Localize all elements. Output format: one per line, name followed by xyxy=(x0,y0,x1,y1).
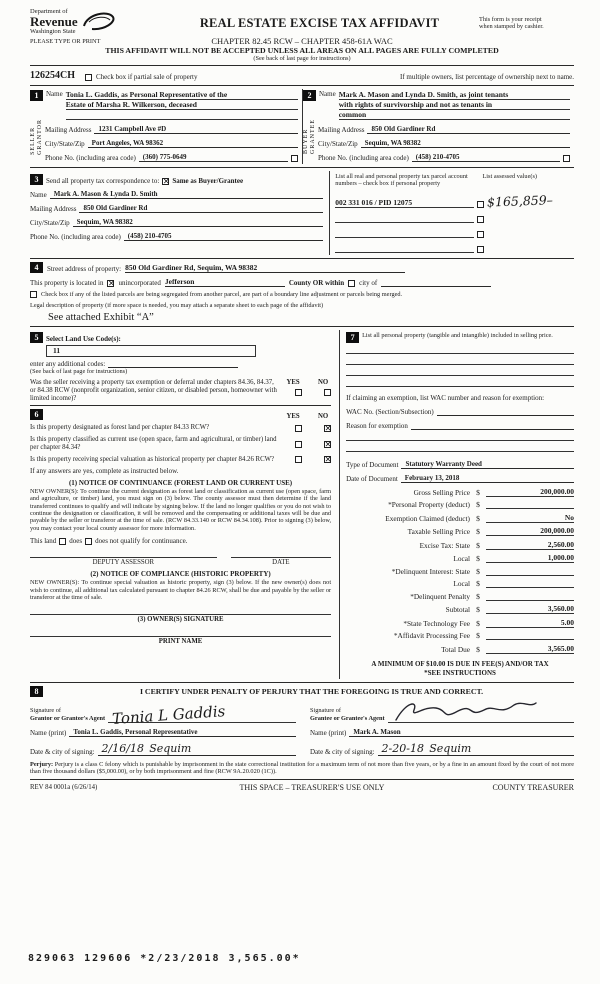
revenue-label: Revenue xyxy=(30,14,78,29)
yes-header-s5: YES xyxy=(286,379,300,386)
personal-property-line-1[interactable] xyxy=(346,343,574,354)
delinquent-interest-state-label: *Delinquent Interest: State xyxy=(391,566,470,576)
street-address-field[interactable]: 850 Old Gardiner Rd, Sequim, WA 98382 xyxy=(125,263,405,273)
state-technology-fee-label: *State Technology Fee xyxy=(403,618,470,628)
parcel-number-field-4[interactable] xyxy=(335,244,474,253)
land-use-see-back-note: (See back of last page for instructions) xyxy=(30,368,128,375)
current-use-no-checkbox[interactable] xyxy=(324,441,331,448)
dollar-sign: $ xyxy=(476,540,480,550)
warning-line: THIS AFFIDAVIT WILL NOT BE ACCEPTED UNLESS ALL AREAS ON ALL PAGES ARE FULLY COMPLETED xyxy=(105,46,499,55)
parcel-personal-checkbox-3[interactable] xyxy=(477,231,484,238)
buyer-name-label: Name xyxy=(319,90,336,98)
seller-mailing-field[interactable]: 1231 Campbell Ave #D xyxy=(94,125,298,134)
state-technology-fee-field[interactable]: 5.00 xyxy=(486,618,574,628)
this-land-label: This land xyxy=(30,537,57,546)
personal-property-line-3[interactable] xyxy=(346,365,574,376)
section-8-badge: 8 xyxy=(30,686,43,697)
gross-selling-price-field[interactable]: 200,000.00 xyxy=(486,487,574,497)
partial-sale-label: Check box if partial sale of property xyxy=(96,73,198,81)
no-header-s6: NO xyxy=(317,413,329,421)
print-name-line[interactable]: PRINT NAME xyxy=(30,636,331,645)
county-or-within-label: County OR within xyxy=(288,279,345,287)
correspondence-name-label: Name xyxy=(30,191,47,199)
buyer-phone-label: Phone No. (including area code) xyxy=(318,154,409,162)
deputy-assessor-signature-line[interactable]: DEPUTY ASSESSOR xyxy=(30,557,217,566)
forest-land-no-checkbox[interactable] xyxy=(324,425,331,432)
historical-property-question: Is this property receiving special valuation as historical property per chapter 84.26 RCW? xyxy=(30,455,275,463)
yes-header-s6: YES xyxy=(286,413,300,421)
type-of-document-label: Type of Document xyxy=(346,461,399,469)
grantor-date-city-label: Date & city of signing: xyxy=(30,747,95,756)
city-of-field[interactable] xyxy=(381,278,491,287)
historical-yes-checkbox[interactable] xyxy=(295,456,302,463)
exemption-claimed-label: Exemption Claimed (deduct) xyxy=(385,513,470,523)
grantor-signature-label: Signature of Grantor or Grantor's Agent xyxy=(30,707,106,722)
tax-correspondence-section xyxy=(30,171,329,255)
legal-description-value[interactable]: See attached Exhibit “A” xyxy=(48,312,154,323)
dollar-sign: $ xyxy=(476,644,480,654)
type-of-document-field[interactable]: Statutory Warranty Deed xyxy=(401,460,574,469)
grantee-signature-label: Signature of Grantee or Grantee's Agent xyxy=(310,707,385,722)
correspondence-phone-label: Phone No. (including area code) xyxy=(30,233,121,241)
section-7-badge: 7 xyxy=(346,332,359,343)
wac-no-label: WAC No. (Section/Subsection) xyxy=(346,408,434,416)
city-of-label: city of xyxy=(359,279,378,287)
buyer-phone-checkbox[interactable] xyxy=(563,155,570,162)
section-6-badge: 6 xyxy=(30,409,43,420)
seller-side-label: SELLER xyxy=(30,126,36,155)
dollar-sign: $ xyxy=(476,554,480,563)
washington-state-label: Washington State xyxy=(30,28,76,35)
please-type-label: PLEASE TYPE OR PRINT xyxy=(30,38,101,45)
delinquent-penalty-field[interactable] xyxy=(486,592,574,601)
seller-section xyxy=(30,89,302,164)
send-correspondence-label: Send all property tax correspondence to: xyxy=(46,177,160,185)
personal-property-label: List all personal property (tangible and intangible) included in selling price. xyxy=(362,332,553,339)
grantor-signature-block xyxy=(30,699,302,758)
total-due-field[interactable]: 3,565.00 xyxy=(486,644,574,654)
dor-logo xyxy=(30,8,160,35)
treasurer-space-label: THIS SPACE – TREASURER'S USE ONLY xyxy=(239,782,385,792)
current-use-question: Is this property classified as current use (open space, farm and agricultural, or timber) land per chapter 84.34? xyxy=(30,436,277,452)
grantee-signature-field[interactable] xyxy=(388,701,574,723)
located-in-label: This property is located in xyxy=(30,279,104,287)
seller-citystatezip-field[interactable]: Port Angeles, WA 98362 xyxy=(88,139,298,148)
segregated-label: Check box if any of the listed parcels are being segregated from another parcel, are part of a boundary line adjustment or parcels being merged. xyxy=(41,291,403,298)
dept-of-label: Department of xyxy=(30,8,68,15)
section-3-badge: 3 xyxy=(30,174,43,185)
grantor-signature-field[interactable] xyxy=(108,701,296,728)
grantor-signature-handwriting: Tonia L Gaddis xyxy=(111,701,226,728)
dollar-sign: $ xyxy=(476,579,480,588)
subtotal-label: Subtotal xyxy=(445,605,470,614)
assessed-values-header: List assessed value(s) xyxy=(482,173,538,180)
parcel-numbers-section xyxy=(329,171,574,255)
grantor-side-label: GRANTOR xyxy=(36,119,43,155)
certify-statement: I CERTIFY UNDER PENALTY OF PERJURY THAT THE FOREGOING IS TRUE AND CORRECT. xyxy=(139,686,484,696)
dollar-sign: $ xyxy=(476,527,480,536)
personal-property-line-2[interactable] xyxy=(346,354,574,365)
grantee-name-print-field[interactable]: Mark A. Mason xyxy=(349,728,574,737)
same-as-buyer-label: Same as Buyer/Grantee xyxy=(172,177,244,185)
seller-name-field[interactable]: Tonia L. Gaddis, as Personal Representative of the Estate of Marsha R. Wilkerson, deceased xyxy=(66,90,298,120)
buyer-citystatezip-label: City/State/Zip xyxy=(318,140,358,148)
buyer-citystatezip-field[interactable]: Sequim, WA 98382 xyxy=(361,139,570,148)
section-4-badge: 4 xyxy=(30,262,43,273)
section-2-badge: 2 xyxy=(303,90,316,101)
dollar-sign: $ xyxy=(476,566,480,576)
partial-sale-checkbox[interactable] xyxy=(85,74,92,81)
land-use-label: Select Land Use Code(s): xyxy=(46,335,121,343)
dollar-sign: $ xyxy=(476,618,480,628)
exemption-claimed-field[interactable]: No xyxy=(486,513,574,523)
parcel-numbers-header: List all real and personal property tax parcel account numbers – check box if personal property xyxy=(335,173,468,187)
form-revision-label: REV 84 0001a (6/26/14) xyxy=(30,783,98,791)
additional-codes-label: enter any additional codes: xyxy=(30,360,106,368)
excise-tax-state-field[interactable]: 2,560.00 xyxy=(486,540,574,550)
dollar-sign: $ xyxy=(476,631,480,640)
if-yes-note: If any answers are yes, complete as instructed below. xyxy=(30,466,179,475)
dollar-sign: $ xyxy=(476,591,480,601)
property-location-section xyxy=(30,262,574,323)
dollar-sign: $ xyxy=(476,605,480,614)
grantor-name-print-label: Name (print) xyxy=(30,728,67,737)
buyer-phone-field[interactable]: (458) 210-4705 xyxy=(412,153,560,162)
historical-no-checkbox[interactable] xyxy=(324,456,331,463)
correspondence-name-field[interactable]: Mark A. Mason & Lynda D. Smith xyxy=(50,190,323,199)
parcel-personal-checkbox-2[interactable] xyxy=(477,216,484,223)
notice-compliance-title: (2) NOTICE OF COMPLIANCE (HISTORIC PROPERTY) xyxy=(90,570,271,579)
delinquent-interest-state-field[interactable] xyxy=(486,567,574,576)
assessed-value-handwritten[interactable]: $165,859– xyxy=(486,192,553,210)
parcel-personal-checkbox-1[interactable] xyxy=(477,201,484,208)
seller-grantor-strip xyxy=(30,119,43,155)
does-qualify-checkbox[interactable] xyxy=(59,538,66,545)
does-not-label: does not qualify for continuance. xyxy=(95,537,188,546)
legal-description-label: Legal description of property (if more space is needed, you may attach a separate sheet to each page of the affidavit) xyxy=(30,302,324,309)
gross-selling-price-label: Gross Selling Price xyxy=(413,487,470,497)
perjury-notice: Perjury: Perjury is a class C felony which is punishable by imprisonment in the state correctional institution for a maximum term of not more than five years, or by a fine in an amount fixed by the court of not more than five thousand dollars ($5,000.00), or by both imprisonment and fine (RCW 9A.20.020 (1C)). xyxy=(30,760,574,776)
parcel-number-field-3[interactable] xyxy=(335,229,474,238)
taxable-selling-price-field[interactable]: 200,000.00 xyxy=(486,526,574,536)
county-treasurer-label: COUNTY TREASURER xyxy=(492,782,574,792)
unincorporated-checkbox[interactable] xyxy=(107,280,114,287)
parcel-personal-checkbox-4[interactable] xyxy=(477,246,484,253)
does-not-qualify-checkbox[interactable] xyxy=(85,538,92,545)
buyer-name-field[interactable]: Mark A. Mason and Lynda D. Smith, as joint tenants with rights of survivorship and not as tenants in common xyxy=(339,90,570,120)
reason-line-3[interactable] xyxy=(346,441,574,452)
section-1-badge: 1 xyxy=(30,90,43,101)
forest-land-question: Is this property designated as forest land per chapter 84.33 RCW? xyxy=(30,424,210,432)
dor-swoosh-icon xyxy=(80,8,116,34)
seller-phone-checkbox[interactable] xyxy=(291,155,298,162)
notice-compliance-body: NEW OWNER(S): To continue special valuation as historic property, sign (3) below. If the new owner(s) does not wish to continue, all additional tax calculated pursuant to chapter 84.26 RCW, shall be due and payable by the seller or transferor at the time of sale. xyxy=(30,579,332,602)
reason-exemption-field[interactable] xyxy=(411,421,574,430)
personal-property-line-4[interactable] xyxy=(346,376,574,387)
delinquent-interest-local-field[interactable] xyxy=(486,579,574,588)
seller-phone-label: Phone No. (including area code) xyxy=(45,154,136,162)
cashier-stamp: 829063 129606 *2/23/2018 3,565.00* xyxy=(28,953,301,964)
parcel-number-field-2[interactable] xyxy=(335,214,474,223)
no-header-s5: NO xyxy=(317,379,329,386)
notice-continuance-body: NEW OWNER(S): To continue the current designation as forest land or classification as current use (open space, farm and agriculture, or timber) land, you must sign on (3) below. The county assessor must then determine if the land transferred continues to qualify and will indicate by signing below. If the land no longer qualifies or you do not wish to continue the designation or classification, it will be removed and the compensating or additional taxes will be due and payable by the seller or transferor at the time of sale. (RCW 84.33.140 or RCW 84.34.108). Prior to signing (3) below, you may contact your local county assessor for more information. xyxy=(30,487,332,532)
seller-phone-field[interactable]: (360) 775-0649 xyxy=(139,153,288,162)
exemption-no-checkbox[interactable] xyxy=(324,389,331,396)
personal-property-deduct-field[interactable] xyxy=(486,500,574,509)
grantee-signature-handwriting xyxy=(390,698,540,726)
buyer-mailing-label: Mailing Address xyxy=(318,126,365,134)
date-of-document-field[interactable]: February 13, 2018 xyxy=(401,474,574,483)
forest-land-yes-checkbox[interactable] xyxy=(295,425,302,432)
buyer-mailing-field[interactable]: 850 Old Gardiner Rd xyxy=(367,125,570,134)
date-of-document-label: Date of Document xyxy=(346,475,398,483)
minimum-fee-note: A MINIMUM OF $10.00 IS DUE IN FEE(S) AND/OR TAX xyxy=(371,659,549,668)
county-field[interactable]: Jefferson xyxy=(165,277,285,287)
grantor-date-city-field[interactable]: 2/16/18 Sequim xyxy=(98,742,296,756)
delinquent-penalty-label: *Delinquent Penalty xyxy=(410,591,470,601)
buyer-side-label: BUYER xyxy=(303,128,309,154)
affidavit-processing-fee-label: *Affidavit Processing Fee xyxy=(393,631,470,640)
multiple-owners-note: If multiple owners, list percentage of ownership next to name. xyxy=(400,73,574,81)
excise-tax-local-label: Local xyxy=(453,554,470,563)
grantee-date-city-label: Date & city of signing: xyxy=(310,747,375,756)
tax-exemption-question: Was the seller receiving a property tax exemption or deferral under chapters 84.36, 84.37, or 84.38 RCW (nonprofit organization, senior citizen, or disabled person, homeowner with limited income)? xyxy=(30,379,277,402)
see-instructions-note: *SEE INSTRUCTIONS xyxy=(424,668,496,677)
does-label: does xyxy=(69,537,83,546)
personal-property-deduct-label: *Personal Property (deduct) xyxy=(388,500,470,509)
same-as-buyer-checkbox[interactable] xyxy=(162,178,169,185)
segregated-checkbox[interactable] xyxy=(30,291,37,298)
total-due-label: Total Due xyxy=(441,644,470,654)
unincorporated-label: unincorporated xyxy=(118,279,161,287)
chapter-line: CHAPTER 82.45 RCW – CHAPTER 458-61A WAC xyxy=(211,36,393,46)
reason-exemption-label: Reason for exemption xyxy=(346,422,408,430)
delinquent-interest-local-label: Local xyxy=(453,579,470,588)
grantee-side-label: GRANTEE xyxy=(309,119,316,154)
affidavit-processing-fee-field[interactable] xyxy=(486,631,574,640)
document-code: 126254CH xyxy=(30,70,75,81)
certification-section xyxy=(30,686,574,697)
correspondence-mailing-label: Mailing Address xyxy=(30,205,77,213)
correspondence-citystatezip-field[interactable]: Sequim, WA 98382 xyxy=(73,218,324,227)
buyer-section xyxy=(302,89,574,164)
buyer-grantee-strip xyxy=(303,119,316,154)
correspondence-phone-field[interactable]: (458) 210-4705 xyxy=(124,232,323,241)
seller-citystatezip-label: City/State/Zip xyxy=(45,140,85,148)
receipt-note: This form is your receipt when stamped by cashier. xyxy=(479,16,544,30)
additional-codes-field[interactable] xyxy=(108,359,238,368)
dollar-sign: $ xyxy=(476,487,480,497)
dollar-sign: $ xyxy=(476,513,480,523)
correspondence-citystatezip-label: City/State/Zip xyxy=(30,219,70,227)
grantor-name-print-field[interactable]: Tonia L. Gaddis, Personal Representative xyxy=(69,728,296,737)
exemption-yes-checkbox[interactable] xyxy=(295,389,302,396)
section-5-badge: 5 xyxy=(30,332,43,343)
city-of-checkbox[interactable] xyxy=(348,280,355,287)
dollar-sign: $ xyxy=(476,500,480,509)
subtotal-field[interactable]: 3,560.00 xyxy=(486,604,574,614)
grantee-name-print-label: Name (print) xyxy=(310,728,347,737)
excise-tax-local-field[interactable]: 1,000.00 xyxy=(486,553,574,563)
parcel-number-field[interactable]: 002 331 016 / PID 12075 xyxy=(335,198,474,208)
owners-signature-line[interactable]: (3) OWNER(S) SIGNATURE xyxy=(30,614,331,623)
see-back-note: (See back of last page for instructions) xyxy=(253,55,351,62)
current-use-yes-checkbox[interactable] xyxy=(295,441,302,448)
correspondence-mailing-field[interactable]: 850 Old Gardiner Rd xyxy=(79,204,323,213)
land-use-code-field[interactable]: 11 xyxy=(46,345,256,357)
taxable-selling-price-label: Taxable Selling Price xyxy=(407,527,470,536)
street-address-label: Street address of property: xyxy=(47,265,122,273)
deputy-date-line[interactable]: DATE xyxy=(231,557,331,566)
form-title: REAL ESTATE EXCISE TAX AFFIDAVIT xyxy=(199,16,440,30)
wac-exemption-label: If claiming an exemption, list WAC number and reason for exemption: xyxy=(346,394,545,402)
seller-mailing-label: Mailing Address xyxy=(45,126,92,134)
seller-name-label: Name xyxy=(46,90,63,98)
grantee-date-city-field[interactable]: 2-20-18 Sequim xyxy=(378,742,574,756)
notice-continuance-title: (1) NOTICE OF CONTINUANCE (FOREST LAND OR CURRENT USE) xyxy=(68,478,293,487)
grantee-signature-block xyxy=(302,699,574,758)
reason-line-2[interactable] xyxy=(346,430,574,441)
excise-tax-state-label: Excise Tax: State xyxy=(419,540,470,550)
wac-no-field[interactable] xyxy=(437,407,574,416)
